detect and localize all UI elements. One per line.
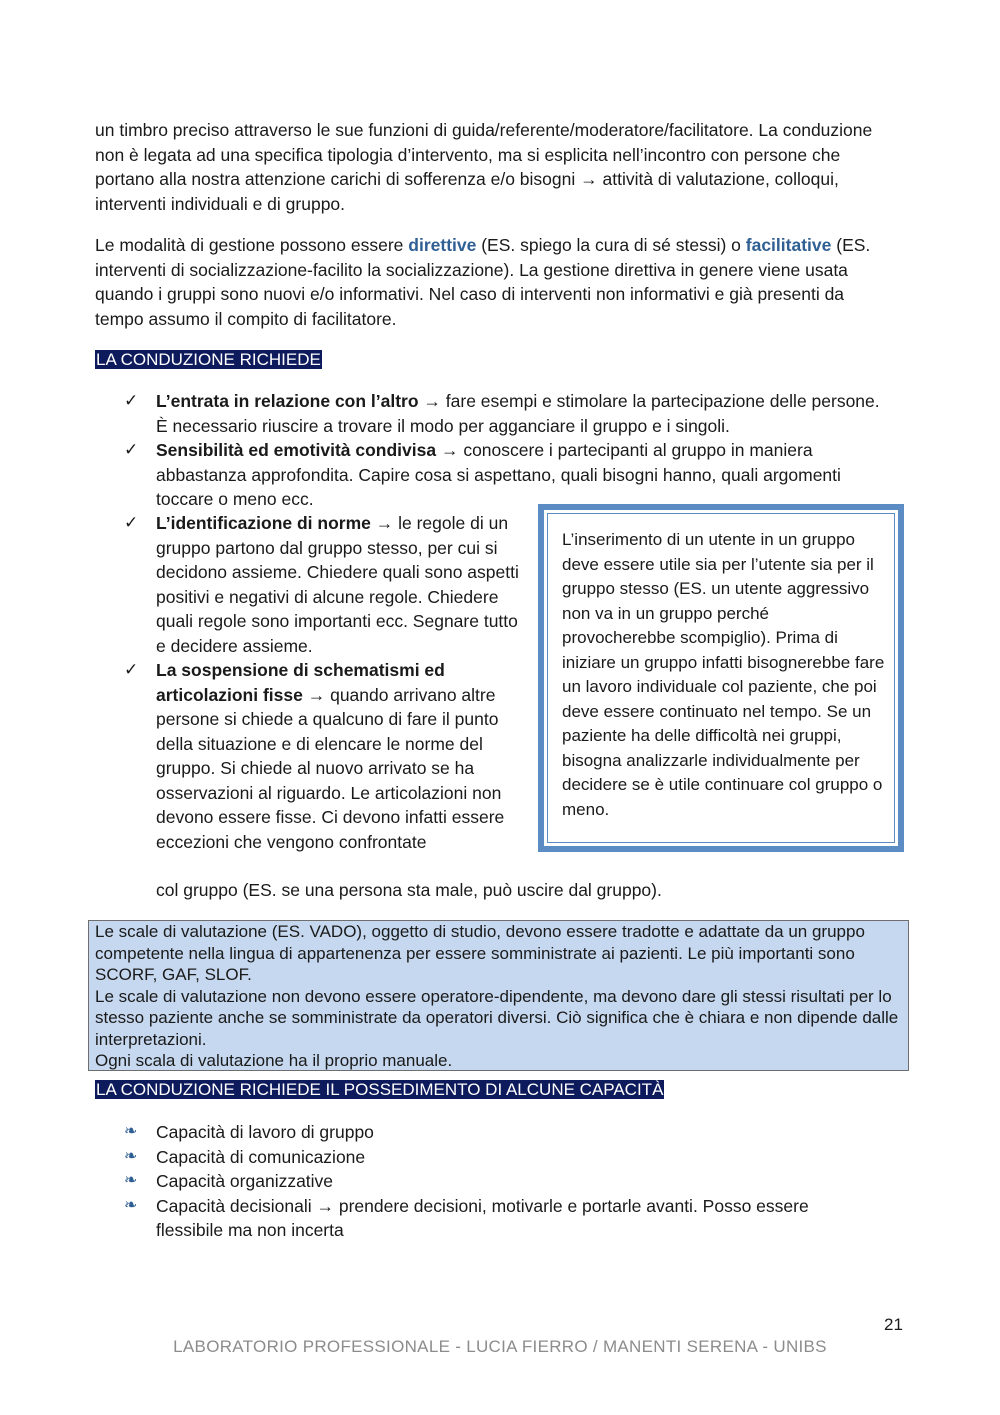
info-box-paragraph: Le scale di valutazione (ES. VADO), oggetto di studio, devono essere tradotte e adattate da un gruppo competente nella lingua di appartenenza per essere somministrate ai pazienti. Le più importanti sono SCORF, GAF, SLOF. [95,922,865,984]
body-paragraph-modalita [95,233,895,331]
swirl-bullet-icon: ❧ [124,1196,138,1214]
list-item-text: Capacità organizzative [156,1171,334,1191]
list-item-text: Capacità di lavoro di gruppo [156,1122,374,1142]
list-item-title: Sensibilità ed emotività condivisa [156,440,437,460]
info-box-scale-valutazione [88,920,909,1071]
callout-inner-frame [547,513,895,843]
list-item [95,1169,895,1194]
swirl-bullet-icon: ❧ [124,1172,138,1189]
swirl-bullet-icon: ❧ [124,1147,138,1165]
checklist-narrow [95,511,527,854]
sidebar-callout-box [538,504,904,852]
keyword-facilitative: facilitative [745,235,832,255]
list-item [95,438,895,512]
list-item [95,1194,895,1243]
page-footer: LABORATORIO PROFESSIONALE - LUCIA FIERRO / MANENTI SERENA - UNIBS [173,1337,827,1356]
list-item-text: Capacità di comunicazione [156,1146,366,1167]
list-item-text: → le regole di un gruppo partono dal gruppo stesso, per cui si decidono assieme. Chiedere quali sono aspetti positivi e negativi di alcune regole. Chiedere quali regole sono importanti ecc. Segnare tutto e decidere assieme. [156,513,519,656]
list-item-text: → conoscere i partecipanti al gruppo in maniera abbastanza approfondita. Capire cosa si aspettano, quali bisogni hanno, quali argomenti toccare o meno ecc. [156,440,841,509]
list-item [95,1145,895,1170]
list-item-title: L’identificazione di norme [156,513,371,533]
checkmark-icon: ✓ [124,391,139,410]
body-paragraph-intro: un timbro preciso attraverso le sue funzioni di guida/referente/moderatore/facilitatore. La conduzione non è legata ad una specifica tipologia d’intervento, ma si esplicita nell’incontro con persone che portano alla nostra attenzione carichi di sofferenza e/o bisogni → attività di valutazione, colloqui, interventi individuali e di gruppo. [95,120,873,214]
paragraph-text: (ES. interventi di socializzazione-facilito la socializzazione). La gestione direttiva in genere viene usata quando i gruppi sono nuovi e/o informativi. Nel caso di interventi non informativi e già presenti da tempo assumo il compito di facilitatore. [95,235,871,329]
list-item-continuation: col gruppo (ES. se una persona sta male, può uscire dal gruppo). [156,880,662,900]
section-heading-conduzione [95,349,322,371]
list-item [95,389,895,438]
list-item [95,658,527,854]
checkmark-icon: ✓ [124,660,139,679]
section-heading-capacita [95,1079,664,1101]
checkmark-icon: ✓ [124,440,139,459]
list-item-title: L’entrata in relazione con l’altro [156,391,419,411]
checklist-top [95,389,895,512]
list-item-title: La sospensione di schematismi ed articolazioni fisse [156,660,445,705]
info-box-paragraph: Le scale di valutazione non devono essere operatore-dipendente, ma devono dare gli stessi risultati per lo stesso paziente anche se somministrate da operatori diversi. Ciò significa che è chiara e non dipende dalle interpretazioni. [95,986,899,1049]
keyword-direttive: direttive [408,235,477,255]
paragraph-text: (ES. spiego la cura di sé stessi) o [476,235,746,255]
list-item [95,511,527,658]
list-item-text: → quando arrivano altre persone si chiede a qualcuno di fare il punto della situazione e di elencare le norme del gruppo. Si chiede al nuovo arrivato se ha osservazioni al riguardo. Le articolazioni non devono essere fisse. Ci devono infatti essere eccezioni che vengono confrontate [156,684,505,852]
section-heading-text: LA CONDUZIONE RICHIEDE IL POSSEDIMENTO DI ALCUNE CAPACITÀ [96,1080,664,1099]
section-heading-text: LA CONDUZIONE RICHIEDE [96,350,321,369]
callout-text: L’inserimento di un utente in un gruppo deve essere utile sia per l’utente sia per il gruppo stesso (ES. un utente aggressivo non va in un gruppo perché provocherebbe scompiglio). Prima di iniziare un gruppo infatti bisognerebbe fare un lavoro individuale col paziente, che poi deve essere continuato nel tempo. Se un paziente ha delle difficoltà nei gruppi, bisogna analizzarle individualmente per decidere se è utile continuare col gruppo o meno. [562,530,885,819]
list-item-text: → fare esempi e stimolare la partecipazione delle persone. È necessario riuscire a trovare il modo per agganciare il gruppo e i singoli. [156,391,880,436]
list-item-text: Capacità decisionali → prendere decisioni, motivarle e portarle avanti. Posso essere flessibile ma non incerta [156,1195,809,1240]
paragraph-text: Le modalità di gestione possono essere [95,235,409,255]
swirl-bullet-icon: ❧ [124,1123,138,1140]
page-number: 21 [884,1315,903,1334]
checkmark-icon: ✓ [124,513,139,532]
capacities-list [95,1120,895,1243]
list-item [95,1120,895,1145]
info-box-paragraph: Ogni scala di valutazione ha il proprio manuale. [95,1051,453,1070]
